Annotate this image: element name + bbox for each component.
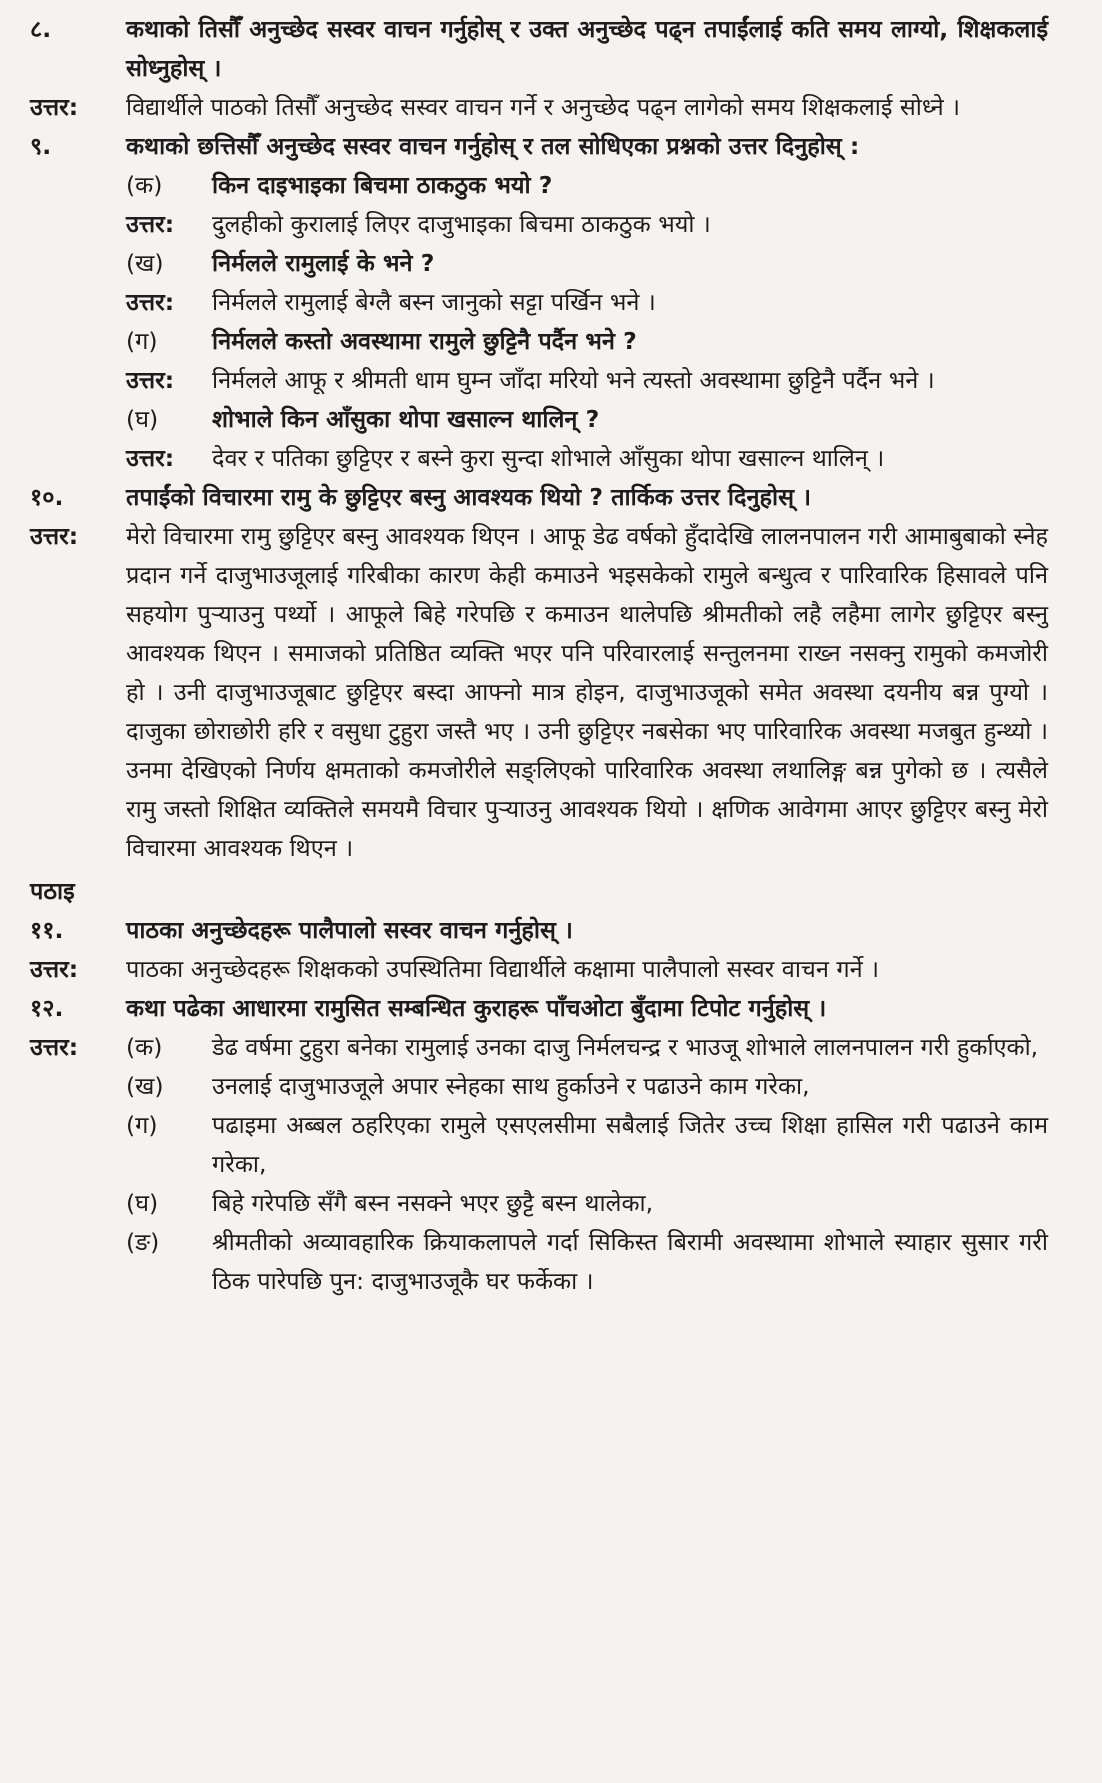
answer-label: उत्तर: xyxy=(30,93,79,121)
answer-label: उत्तर: xyxy=(126,210,175,238)
bullet-text: उनलाई दाजुभाउजूले अपार स्नेहका साथ हुर्काउने र पढाउने काम गरेका, xyxy=(212,1072,810,1100)
answer-label: उत्तर: xyxy=(126,366,175,394)
subquestion-ka xyxy=(126,166,1048,205)
subquestion-text: किन दाइभाइका बिचमा ठाकठुक भयो ? xyxy=(212,171,553,199)
subquestion-tag: (ख) xyxy=(126,249,164,277)
bullet-text: डेढ वर्षमा टुहुरा बनेका रामुलाई उनका दाजु निर्मलचन्द्र र भाउजू शोभाले लालनपालन गरी हुर्काएको, xyxy=(212,1033,1039,1061)
answer-label: उत्तर: xyxy=(126,444,175,472)
bullet-tag: (ङ) xyxy=(126,1228,160,1256)
subquestion-text: शोभाले किन आँसुका थोपा खसाल्न थालिन् ? xyxy=(212,405,600,433)
bullet-ga xyxy=(126,1106,1048,1184)
question-10 xyxy=(30,478,1048,517)
question-text: कथा पढेका आधारमा रामुसित सम्बन्धित कुराहरू पाँचओटा बुँदामा टिपोट गर्नुहोस् । xyxy=(126,994,827,1022)
answer-label: उत्तर: xyxy=(30,522,79,550)
answer-label: उत्तर: xyxy=(30,955,79,983)
bullet-text: बिहे गरेपछि सँगै बस्न नसक्ने भएर छुट्टै बस्न थालेका, xyxy=(212,1189,654,1217)
question-number: १२. xyxy=(30,994,64,1022)
subanswer-text: निर्मलले रामुलाई बेग्लै बस्न जानुको सट्टा पर्खिन भने । xyxy=(212,288,656,316)
answer-12 xyxy=(30,1028,1048,1301)
answer-text: मेरो विचारमा रामु छुट्टिएर बस्नु आवश्यक थिएन । आफू डेढ वर्षको हुँदादेखि लालनपालन गरी आमाबुबाको स्नेह प्रदान गर्ने दाजुभाउजूलाई गरिबीका कारण केही कमाउने भइसकेको रामुले बन्धुत्व र पारिवारिक हिसावले पनि सहयोग पुऱ्याउनु पर्थ्यो । आफूले बिहे गरेपछि र कमाउन थालेपछि श्रीमतीको लहै लहैमा लागेर छुट्टिएर बस्नु आवश्यक थिएन । समाजको प्रतिष्ठित व्यक्ति भएर पनि परिवारलाई सन्तुलनमा राख्न नसक्नु रामुको कमजोरी हो । उनी दाजुभाउजूबाट छुट्टिएर बस्दा आफ्नो मात्र होइन, दाजुभाउजूको समेत अवस्था दयनीय बन्न पुग्यो । दाजुका छोराछोरी हरि र वसुधा टुहुरा जस्तै भए । उनी छुट्टिएर नबसेका भए पारिवारिक अवस्था मजबुत हुन्थ्यो । उनमा देखिएको निर्णय क्षमताको कमजोरीले सङ्लिएको पारिवारिक अवस्था लथालिङ्ग बन्न पुगेको छ । त्यसैले रामु जस्तो शिक्षित व्यक्तिले समयमै विचार पुऱ्याउनु आवश्यक थियो । क्षणिक आवेगमा आएर छुट्टिएर बस्नु मेरो विचारमा आवश्यक थिएन । xyxy=(126,522,1048,862)
bullet-tag: (ख) xyxy=(126,1072,164,1100)
question-8 xyxy=(30,10,1048,88)
subanswer-gha xyxy=(126,439,1048,478)
bullet-tag: (ग) xyxy=(126,1111,158,1139)
bullet-tag: (घ) xyxy=(126,1189,159,1217)
question-text: पाठका अनुच्छेदहरू पालैपालो सस्वर वाचन गर्नुहोस् । xyxy=(126,916,573,944)
question-11 xyxy=(30,911,1048,950)
bullet-tag: (क) xyxy=(126,1033,163,1061)
answer-text: पाठका अनुच्छेदहरू शिक्षकको उपस्थितिमा विद्यार्थीले कक्षामा पालैपालो सस्वर वाचन गर्ने । xyxy=(126,955,880,983)
question-number: १०. xyxy=(30,483,64,511)
answer-8 xyxy=(30,88,1048,127)
answer-label: उत्तर: xyxy=(30,1033,79,1061)
subanswer-kha xyxy=(126,283,1048,322)
subquestion-tag: (ग) xyxy=(126,327,158,355)
question-text: तपाईंको विचारमा रामु के छुट्टिएर बस्नु आवश्यक थियो ? तार्किक उत्तर दिनुहोस् । xyxy=(126,483,812,511)
subquestion-tag: (क) xyxy=(126,171,163,199)
subanswer-ga xyxy=(126,361,1048,400)
question-text: कथाको तिसौँ अनुच्छेद सस्वर वाचन गर्नुहोस् र उक्त अनुच्छेद पढ्न तपाईंलाई कति समय लाग्यो, शिक्षकलाई सोध्नुहोस् । xyxy=(126,15,1048,82)
subquestion-tag: (घ) xyxy=(126,405,159,433)
subquestion-text: निर्मलले कस्तो अवस्थामा रामुले छुट्टिनै पर्दैन भने ? xyxy=(212,327,637,355)
bullet-gha xyxy=(126,1184,1048,1223)
question-9 xyxy=(30,127,1048,166)
bullet-text: श्रीमतीको अव्यावहारिक क्रियाकलापले गर्दा सिकिस्त बिरामी अवस्थामा शोभाले स्याहार सुसार गरी ठिक पारेपछि पुन: दाजुभाउजूकै घर फर्केका । xyxy=(212,1228,1048,1295)
question-9-subitems xyxy=(30,166,1048,478)
answer-10 xyxy=(30,517,1048,868)
question-number: ९. xyxy=(30,132,52,160)
subanswer-ka xyxy=(126,205,1048,244)
answer-label: उत्तर: xyxy=(126,288,175,316)
question-12 xyxy=(30,989,1048,1028)
bullet-ka xyxy=(126,1028,1048,1067)
subquestion-ga xyxy=(126,322,1048,361)
question-number: ८. xyxy=(30,15,52,43)
bullet-text: पढाइमा अब्बल ठहरिएका रामुले एसएलसीमा सबैलाई जितेर उच्च शिक्षा हासिल गरी पढाउने काम गरेका, xyxy=(212,1111,1048,1178)
question-number: ११. xyxy=(30,916,64,944)
subanswer-text: दुलहीको कुरालाई लिएर दाजुभाइका बिचमा ठाकठुक भयो । xyxy=(212,210,711,238)
subanswer-text: देवर र पतिका छुट्टिएर र बस्ने कुरा सुन्दा शोभाले आँसुका थोपा खसाल्न थालिन् । xyxy=(212,444,885,472)
subanswer-text: निर्मलले आफू र श्रीमती धाम घुम्न जाँदा मरियो भने त्यस्तो अवस्थामा छुट्टिनै पर्दैन भने । xyxy=(212,366,935,394)
subquestion-gha xyxy=(126,400,1048,439)
answer-text: विद्यार्थीले पाठको तिसौँ अनुच्छेद सस्वर वाचन गर्ने र अनुच्छेद पढ्न लागेको समय शिक्षकलाई सोध्ने । xyxy=(126,93,961,121)
question-text: कथाको छत्तिसौँ अनुच्छेद सस्वर वाचन गर्नुहोस् र तल सोधिएका प्रश्नको उत्तर दिनुहोस् : xyxy=(126,132,860,160)
answer-11 xyxy=(30,950,1048,989)
section-heading: पठाइ xyxy=(30,877,75,905)
subquestion-text: निर्मलले रामुलाई के भने ? xyxy=(212,249,435,277)
bullet-nga xyxy=(126,1223,1048,1301)
bullet-kha xyxy=(126,1067,1048,1106)
subquestion-kha xyxy=(126,244,1048,283)
